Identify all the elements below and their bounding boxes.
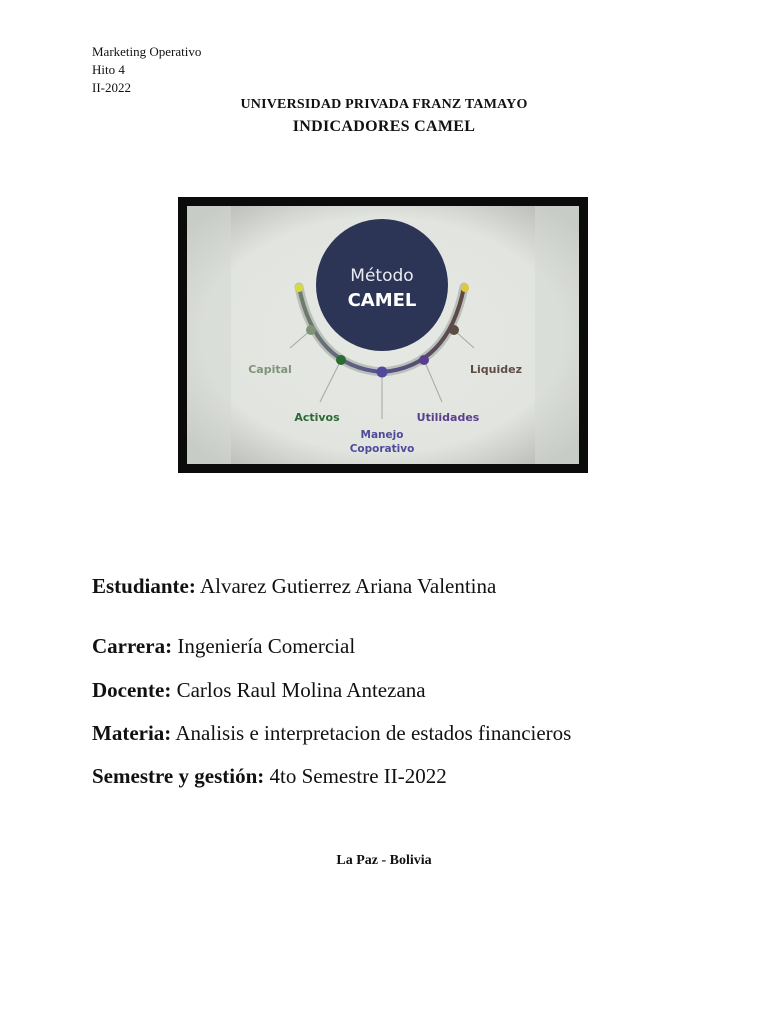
subject-row — [92, 721, 571, 746]
node-liquidez — [449, 325, 459, 335]
university-name: UNIVERSIDAD PRIVADA FRANZ TAMAYO — [240, 97, 528, 112]
career-label: Carrera — [92, 634, 166, 658]
circle-title-line2: CAMEL — [347, 290, 417, 311]
circle-title-line1: Método — [350, 266, 414, 286]
semester-colon: : — [257, 764, 265, 788]
career-colon: : — [165, 634, 173, 658]
student-label: Estudiante — [92, 574, 189, 598]
node-utilidades — [419, 355, 429, 365]
label-activos: Activos — [294, 411, 340, 424]
subject-label: Materia — [92, 721, 165, 745]
camel-diagram — [178, 197, 588, 473]
label-utilidades: Utilidades — [416, 411, 480, 424]
label-capital: Capital — [248, 363, 292, 376]
figure-side-panel-left — [187, 206, 231, 464]
teacher-label: Docente — [92, 678, 165, 702]
document-title: INDICADORES CAMEL — [292, 118, 476, 135]
course-name: Marketing Operativo — [92, 44, 202, 59]
label-manejo-line1: Manejo — [360, 429, 404, 441]
teacher-row — [92, 678, 426, 703]
teacher-colon: : — [164, 678, 172, 702]
node-manejo — [377, 367, 388, 378]
accent-dot-right — [461, 284, 469, 292]
semester-row — [92, 764, 447, 789]
location-footer: La Paz - Bolivia — [336, 853, 432, 868]
label-liquidez: Liquidez — [470, 363, 522, 376]
student-value: Alvarez Gutierrez Ariana Valentina — [199, 574, 497, 598]
teacher-value: Carlos Raul Molina Antezana — [176, 678, 426, 702]
term: II-2022 — [92, 80, 131, 95]
student-row — [92, 574, 496, 599]
accent-dot-left — [295, 284, 303, 292]
node-activos — [336, 355, 346, 365]
career-value: Ingeniería Comercial — [177, 634, 356, 658]
camel-method-figure — [178, 197, 588, 473]
career-row — [92, 634, 355, 659]
student-colon: : — [188, 574, 196, 598]
milestone: Hito 4 — [92, 62, 125, 77]
subject-value: Analisis e interpretacion de estados financieros — [175, 721, 572, 745]
node-capital — [306, 325, 316, 335]
semester-value: 4to Semestre II-2022 — [269, 764, 447, 788]
label-manejo-line2: Coporativo — [349, 443, 415, 455]
header-meta — [92, 43, 201, 97]
semester-label: Semestre y gestión — [92, 764, 258, 788]
figure-side-panel-right — [535, 206, 579, 464]
subject-colon: : — [164, 721, 172, 745]
